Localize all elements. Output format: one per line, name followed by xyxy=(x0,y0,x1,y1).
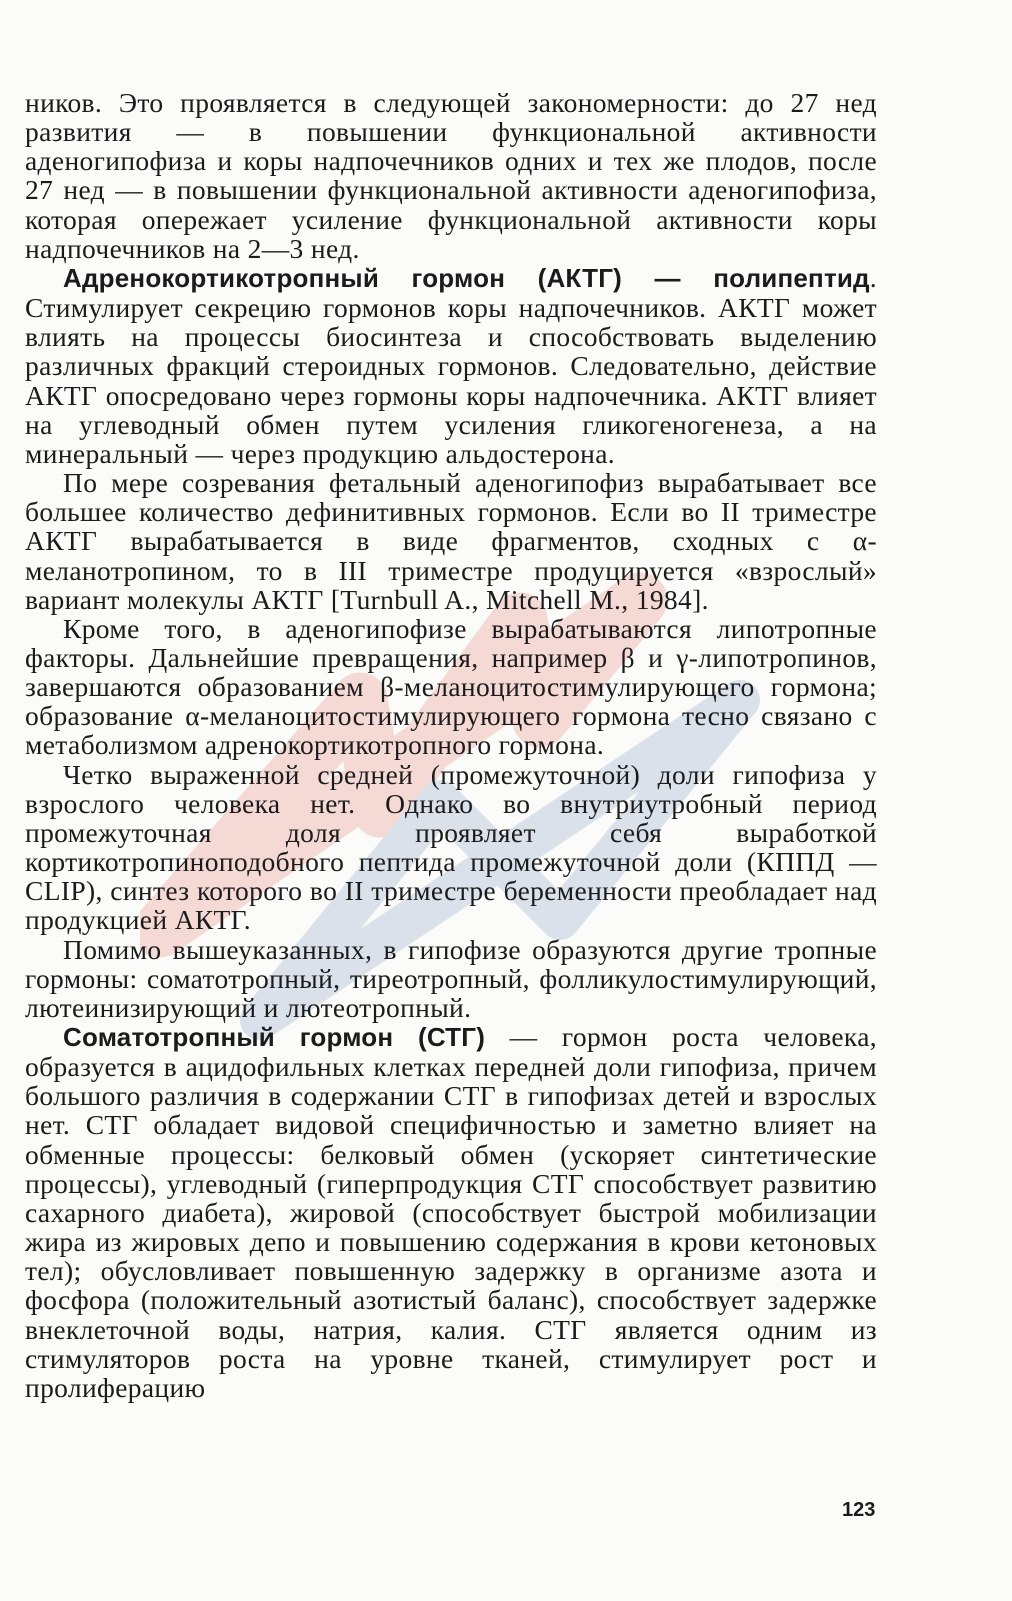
paragraph-4-text: Кроме того, в аденогипофизе вырабатываются липотропные факторы. Дальнейшие превращения, например β и γ-липотропинов, завершаются образованием β-меланоцитостимулирующего гормона; образование α-меланоцитостимулирующего гормона тесно связано с метаболизмом адренокортикотропного гормона. xyxy=(25,612,877,761)
paragraph-6-text: Помимо вышеуказанных, в гипофизе образуются другие тропные гормоны: соматотропный, тиреотропный, фолликулостимулирующий, лютеинизирующий и лютеотропный. xyxy=(25,933,877,1023)
paragraph-6 xyxy=(25,935,877,1022)
paragraph-2 xyxy=(25,263,877,468)
paragraph-3 xyxy=(25,468,877,614)
paragraph-1 xyxy=(25,88,877,263)
paragraph-4 xyxy=(25,614,877,760)
paragraph-5-text: Четко выраженной средней (промежуточной) доли гипофиза у взрослого человека нет. Однако во внутриутробный период промежуточная доля проявляет себя выработкой кортикотропиноподобного пептида промежуточной доли (КППД — CLIP), синтез которого во II триместре беременности преобладает над продукцией АКТГ. xyxy=(25,758,877,936)
paragraph-7 xyxy=(25,1022,877,1402)
paragraph-7-text: — гормон роста человека, образуется в ацидофильных клетках передней доли гипофиза, причем большого различия в содержании СТГ в гипофизах детей и взрослых нет. СТГ обладает видовой специфичностью и заметно влияет на обменные процессы: белковый обмен (ускоряет синтетические процессы), углеводный (гиперпродукция СТГ способствует развитию сахарного диабета), жировой (способствует быстрой мобилизации жира из жировых депо и повышению содержания в крови кетоновых тел); обусловливает повышенную задержку в организме азота и фосфора (положительный азотистый баланс), способствует задержке внеклеточной воды, натрия, калия. СТГ является одним из стимуляторов роста на уровне тканей, стимулирует рост и пролиферацию xyxy=(25,1021,878,1403)
paragraph-2-term: Адренокортикотропный гормон (АКТГ) — полипептид xyxy=(63,262,870,293)
page-number: 123 xyxy=(842,1499,876,1521)
paragraph-2-text: . Стимулирует секрецию гормонов коры надпочечников. АКТГ может влиять на процессы биосинтеза и способствовать выделению различных фракций стероидных гормонов. Следовательно, действие АКТГ опосредовано через гормоны коры надпочечника. АКТГ влияет на углеводный обмен путем усиления гликогеногенеза, а на минеральный — через продукцию альдостерона. xyxy=(25,261,877,469)
paragraph-3-text: По мере созревания фетальный аденогипофиз вырабатывает все большее количество дефинитивных гормонов. Если во II триместре АКТГ вырабатывается в виде фрагментов, сходных с α-меланотропином, то в III триместре продуцируется «взрослый» вариант молекулы АКТГ [Turnbull A., Mitchell M., 1984]. xyxy=(25,467,877,615)
paragraph-5 xyxy=(25,760,877,935)
paragraph-7-term: Соматотропный гормон (СТГ) xyxy=(63,1022,486,1052)
paragraph-1-text: ников. Это проявляется в следующей закономерности: до 27 нед развития — в повышении функциональной активности аденогипофиза и коры надпочечников одних и тех же плодов, после 27 нед — в повышении функциональной активности аденогипофиза, которая опережает усиление функциональной активности коры надпочечников на 2—3 нед. xyxy=(25,87,877,264)
body-text xyxy=(25,88,877,1402)
